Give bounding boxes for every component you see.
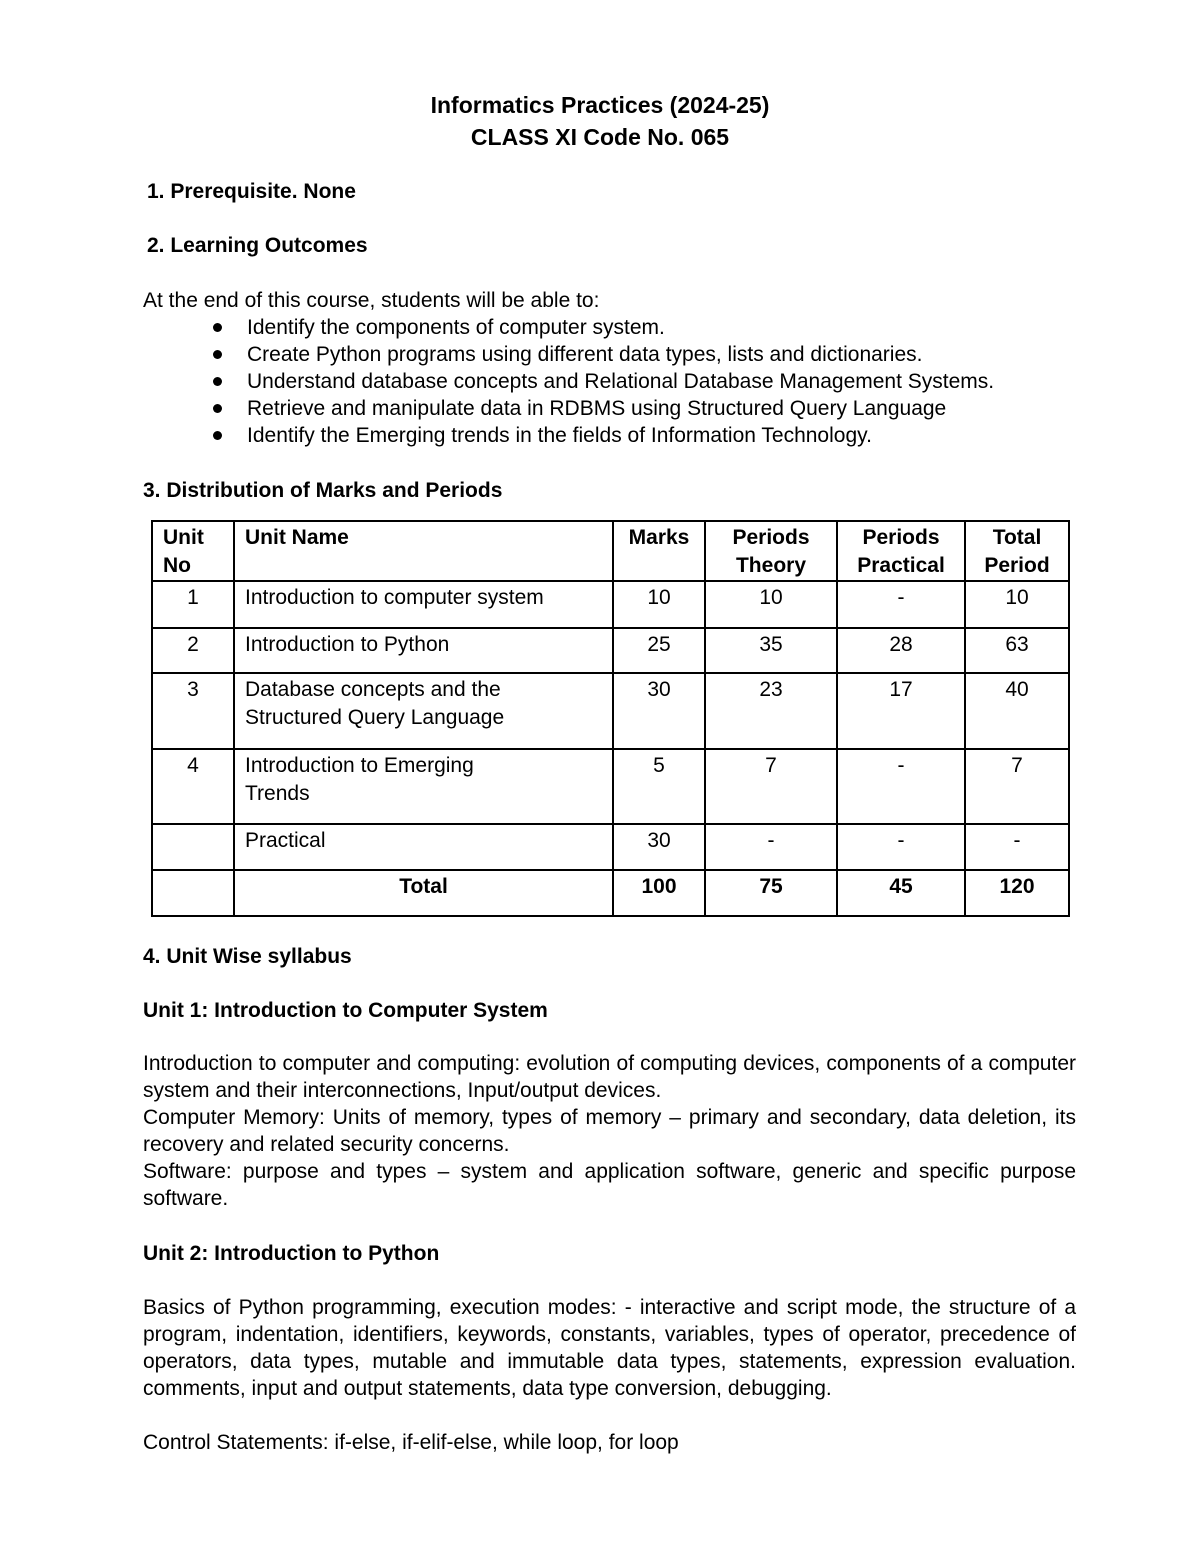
table-cell: 10 [613, 581, 705, 628]
table-cell: 5 [613, 749, 705, 824]
table-cell: Practical [234, 824, 613, 870]
table-cell: 28 [837, 628, 965, 673]
table-cell: 4 [152, 749, 234, 824]
header-periods-theory: Periods Theory [705, 521, 837, 581]
total-periods-theory: 75 [705, 870, 837, 916]
table-cell: 1 [152, 581, 234, 628]
table-cell: 23 [705, 673, 837, 749]
bullet-icon [213, 323, 222, 332]
total-label: Total [234, 870, 613, 916]
unit2-paragraph: Control Statements: if-else, if-elif-else, while loop, for loop [143, 1431, 679, 1454]
table-cell: - [837, 749, 965, 824]
document-title: Informatics Practices (2024-25) [430, 92, 770, 118]
unit-wise-syllabus-heading: 4. Unit Wise syllabus [143, 945, 352, 968]
table-row [152, 824, 1069, 870]
table-cell: Introduction to Emerging Trends [234, 749, 613, 824]
distribution-heading: 3. Distribution of Marks and Periods [143, 479, 503, 502]
document-subtitle: CLASS XI Code No. 065 [470, 124, 730, 150]
header-marks: Marks [613, 521, 705, 581]
unit2-heading: Unit 2: Introduction to Python [143, 1242, 440, 1265]
table-cell: 30 [613, 673, 705, 749]
header-total-period: Total Period [965, 521, 1069, 581]
header-unit-name: Unit Name [234, 521, 613, 581]
table-row [152, 581, 1069, 628]
table-cell: 40 [965, 673, 1069, 749]
unit1-paragraph: Introduction to computer and computing: evolution of computing devices, components of a computer system and their interconnections, Input/output devices. [143, 1052, 1076, 1102]
table-cell: 10 [705, 581, 837, 628]
table-cell [152, 870, 234, 916]
list-item: Understand database concepts and Relational Database Management Systems. [213, 368, 994, 395]
table-cell: 2 [152, 628, 234, 673]
list-item: Identify the components of computer system. [213, 314, 994, 341]
total-periods-practical: 45 [837, 870, 965, 916]
table-cell: 63 [965, 628, 1069, 673]
bullet-icon [213, 350, 222, 359]
table-row [152, 673, 1069, 749]
learning-outcomes-list [213, 314, 994, 449]
table-cell: - [837, 581, 965, 628]
table-cell: 30 [613, 824, 705, 870]
header-periods-practical: Periods Practical [837, 521, 965, 581]
table-cell: 7 [965, 749, 1069, 824]
table-cell: 17 [837, 673, 965, 749]
table-cell: Introduction to Python [234, 628, 613, 673]
unit1-paragraph: Software: purpose and types – system and application software, generic and specific purpose software. [143, 1160, 1076, 1210]
table-cell: Introduction to computer system [234, 581, 613, 628]
total-period: 120 [965, 870, 1069, 916]
list-item: Retrieve and manipulate data in RDBMS using Structured Query Language [213, 395, 994, 422]
prerequisite-heading: 1. Prerequisite. None [147, 180, 356, 203]
learning-outcomes-heading: 2. Learning Outcomes [147, 234, 368, 257]
table-cell: 7 [705, 749, 837, 824]
table-row [152, 749, 1069, 824]
table-cell: Database concepts and the Structured Query Language [234, 673, 613, 749]
unit2-paragraph: Basics of Python programming, execution modes: - interactive and script mode, the structure of a program, indentation, identifiers, keywords, constants, variables, types of operator, precedence of operators, data types, mutable and immutable data types, statements, expression evaluation. comments, input and output statements, data type conversion, debugging. [143, 1296, 1076, 1400]
table-cell: 10 [965, 581, 1069, 628]
table-cell: - [705, 824, 837, 870]
table-cell: - [837, 824, 965, 870]
table-cell: 3 [152, 673, 234, 749]
header-unit-no: Unit No [152, 521, 234, 581]
bullet-icon [213, 377, 222, 386]
table-cell: - [965, 824, 1069, 870]
list-item: Identify the Emerging trends in the fields of Information Technology. [213, 422, 994, 449]
table-header-row [152, 521, 1069, 581]
table-cell [152, 824, 234, 870]
table-total-row [152, 870, 1069, 916]
bullet-icon [213, 404, 222, 413]
list-item: Create Python programs using different data types, lists and dictionaries. [213, 341, 994, 368]
unit1-paragraph: Computer Memory: Units of memory, types of memory – primary and secondary, data deletion, its recovery and related security concerns. [143, 1106, 1076, 1156]
total-marks: 100 [613, 870, 705, 916]
unit1-heading: Unit 1: Introduction to Computer System [143, 999, 548, 1022]
bullet-icon [213, 431, 222, 440]
table-cell: 35 [705, 628, 837, 673]
learning-outcomes-intro: At the end of this course, students will be able to: [143, 289, 600, 312]
table-cell: 25 [613, 628, 705, 673]
marks-table [151, 520, 1070, 917]
table-row [152, 628, 1069, 673]
